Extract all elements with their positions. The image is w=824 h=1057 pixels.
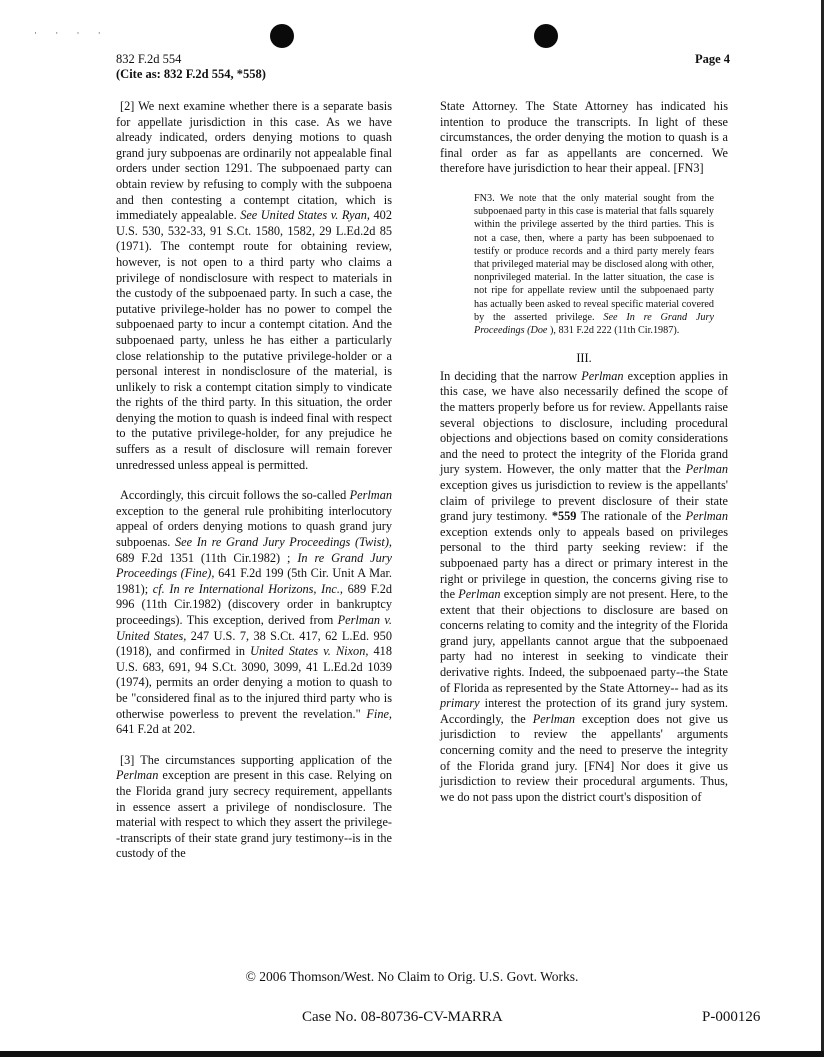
case-number-stamp: Case No. 08-80736-CV-MARRA	[302, 1009, 503, 1025]
case-citation: See United States v. Ryan,	[240, 208, 370, 223]
case-citation: In re Grand Jury Proceedings (Fine),	[116, 550, 392, 581]
case-citation: See In re Grand Jury Proceedings (Doe	[474, 311, 715, 336]
page-number: Page 4	[694, 52, 730, 66]
case-citation: Perlman v. United States,	[116, 613, 392, 643]
section-heading: III.	[576, 351, 592, 366]
bates-number: P-000126	[702, 1009, 761, 1025]
scan-bottom-bar	[0, 1051, 824, 1057]
case-citation: cf. In re International Horizons, Inc.,	[152, 581, 343, 596]
case-citation: Fine,	[366, 706, 392, 721]
paragraph-3: [3] The circumstances supporting application of the Perlman exception are present in this case. Relying on the Florida grand jury secrecy requirement, appellants in essence assert a privilege of nondisclosure. The material with respect to which they assert the privilege--transcripts of their state grand jury testimony--is in the custody of the	[116, 752, 392, 861]
reporter-cite: 832 F.2d 554	[116, 52, 182, 66]
punch-hole-right	[534, 24, 558, 48]
scan-specks: · · · ·	[34, 28, 109, 38]
paragraph-accordingly: Accordingly, this circuit follows the so-called Perlman exception to the general rule prohibiting interlocutory appeal of orders denying motions to quash grand jury subpoenas. See In re Grand Jury Proceedings (Twist), 689 F.2d 1351 (11th Cir.1982) ; In re Grand Jury Proceedings (Fine), 641 F.2d 199 (5th Cir. Unit A Mar. 1981); cf. In re International Horizons, Inc., 689 F.2d 996 (11th Cir.1982) (discovery order in bankruptcy proceedings). This exception, derived from Perlman v. United States, 247 U.S. 7, 38 S.Ct. 417, 62 L.Ed. 950 (1918), and confirmed in United States v. Nixon, 418 U.S. 683, 691, 94 S.Ct. 3090, 3099, 41 L.Ed.2d 1039 (1974), permits an order denying a motion to quash to be "considered final as to the injured third party who is otherwise powerless to prevent the revelation." Fine, 641 F.2d at 202.	[116, 488, 392, 737]
case-citation: United States v. Nixon,	[250, 644, 369, 659]
paragraph-continued: State Attorney. The State Attorney has indicated his intention to produce the transcripts. In light of these circumstances, the order denying the motion to quash is a final order as far as appellants are concerned. We therefore have jurisdiction to hear their appeal. [FN3]	[440, 99, 728, 176]
right-column	[440, 99, 728, 820]
left-column	[116, 99, 392, 877]
copyright-footer: © 2006 Thomson/West. No Claim to Orig. U.S. Govt. Works.	[245, 969, 579, 984]
cite-as: (Cite as: 832 F.2d 554, *558)	[116, 67, 266, 81]
footnote-3: FN3. We note that the only material sought from the subpoenaed party in this case is material that falls squarely within the privilege asserted by the third parties. This is not a case, then, where a party has been subpoenaed to testify or produce records and a third party merely fears that privileged material may be disclosed along with other, nonprivileged material. In the latter situation, the case is not ripe for appellate review until the subpoenaed party has actually been asked to reveal specific material covered by the asserted privilege. See In re Grand Jury Proceedings (Doe ), 831 F.2d 222 (11th Cir.1987).	[474, 192, 715, 336]
paragraph-section-3: In deciding that the narrow Perlman exception applies in this case, we have also necessarily defined the scope of the matters properly before us for review. Appellants raise several objections to disclosure, including procedural objections and objections based on comity considerations and the need to protect the integrity of the Florida grand jury system. However, the only matter that the Perlman exception gives us jurisdiction to review is the appellants' claim of privilege to prevent disclosure of their state grand jury testimony. *559 The rationale of the Perlman exception extends only to appeals based on privileges personal to the third party seeking review: if the subpoenaed party has a direct or primary interest in the right or privilege in question, the concerns giving rise to the Perlman exception simply are not present. Here, to the extent that their objections to disclosure are based on concerns relating to comity and the integrity of the Florida grand jury, appellants cannot argue that the subpoenaed party had no interest in seeking to vindicate their derivative rights. Indeed, the subpoenaed party--the State of Florida as represented by the State Attorney-- had as its primary interest the protection of its grand jury system. Accordingly, the Perlman exception does not give us jurisdiction to review the appellants' arguments concerning comity and the need to preserve the integrity of the Florida grand jury. [FN4] Nor does it give us jurisdiction to review their procedural arguments. Thus, we do not pass upon the district court's disposition of	[440, 368, 729, 804]
citation-header	[116, 52, 266, 82]
paragraph-2: [2] We next examine whether there is a separate basis for appellate jurisdiction in this case. As we have already indicated, orders denying motions to quash grand jury subpoenas are ordinarily not appealable final orders under section 1291. The subpoenaed party can obtain review by refusing to comply with the subpoena and then contesting a contempt citation, which is immediately appealable. See United States v. Ryan, 402 U.S. 530, 532-33, 91 S.Ct. 1580, 1582, 29 L.Ed.2d 85 (1971). The contempt route for obtaining review, however, is not open to a third party who claims a privilege of nondisclosure with respect to materials in the custody of the subpoenaed party. In such a case, the putative privilege-holder has no power to compel the subpoenaed party to incur a contempt citation. And the subpoenaed party, unless he has either a particularly close relationship to the putative privilege-holder or a personal interest in nondisclosure of the material, is unlikely to risk a contempt citation simply to vindicate the rights of the third party. In this situation, the order denying the motion to quash is indeed final with respect to the putative privilege-holder, for any prejudice he suffers as a result of disclosure will remain forever unredressed unless appeal is permitted.	[116, 99, 392, 472]
punch-hole-left	[270, 24, 294, 48]
case-citation: See In re Grand Jury Proceedings (Twist),	[174, 535, 392, 550]
star-page: *559	[551, 509, 577, 524]
